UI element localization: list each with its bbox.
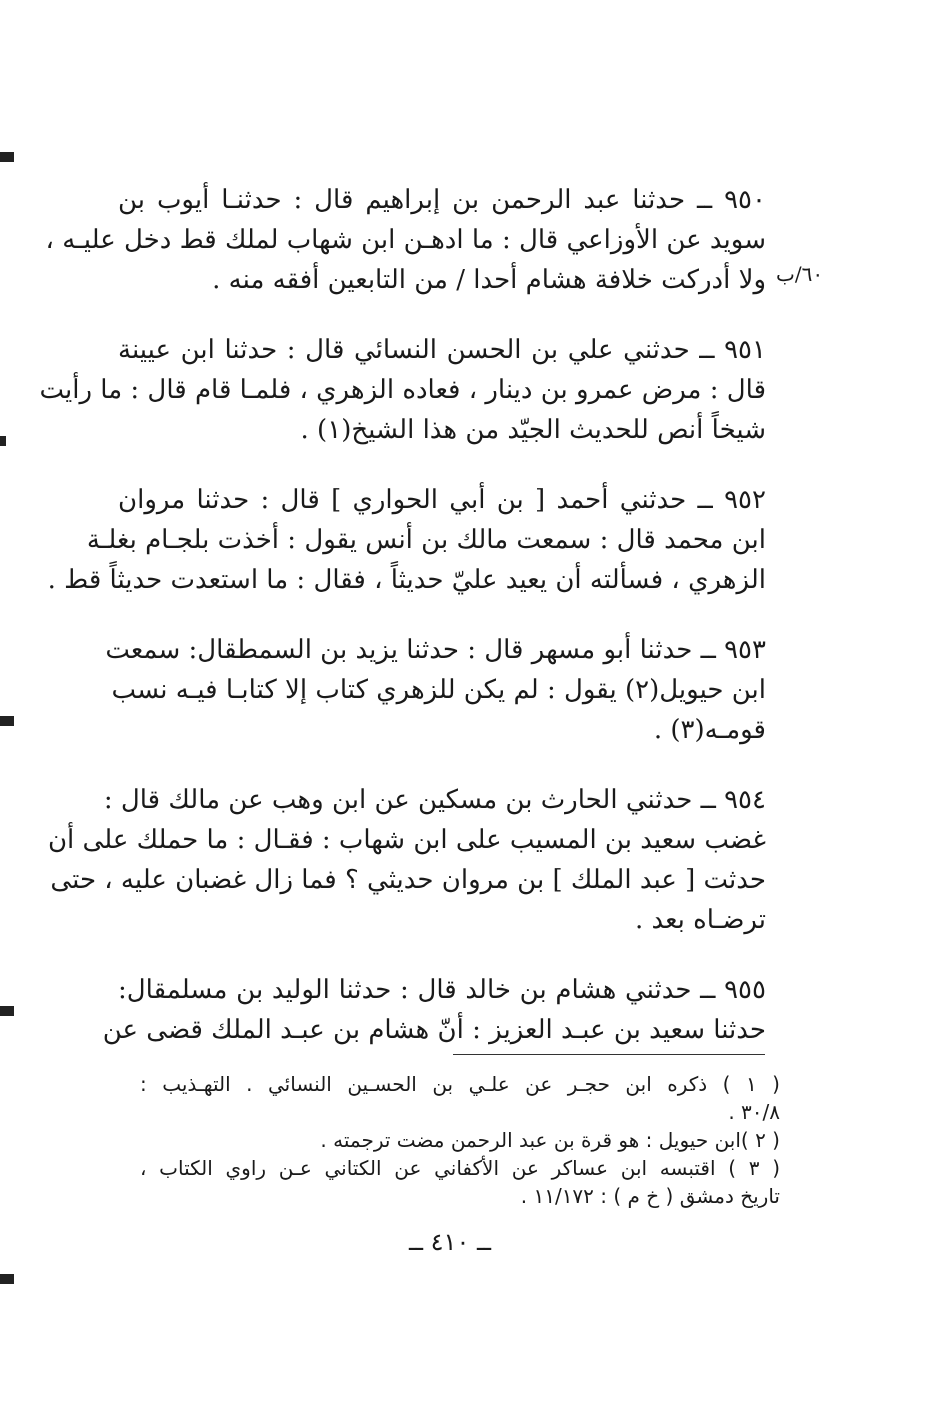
entry-951 xyxy=(39,330,766,450)
entry-950 xyxy=(45,180,766,300)
entry-line: قومـه(٣) . xyxy=(653,715,766,745)
entry-line: ابن محمد قال : سمعت مالك بن أنس يقول : أخذت بلجـام بغلـة xyxy=(86,525,766,555)
entry-line: حدثنا سعيد بن عبـد العزيز : أنّ هشام بن عبـد الملك قضى عن xyxy=(102,1015,766,1045)
footnote-line: ( ٢ )ابن حيويل : هو قرة بن عبد الرحمن مضت ترجمته . xyxy=(320,1128,780,1152)
entry-line: ٩٥٣ ــ حدثنا أبو مسهر قال : حدثنا يزيد بن السمطقال: سمعت xyxy=(105,635,766,665)
footnote-line: ٣٠/٨ . xyxy=(728,1100,780,1124)
entry-line: ٩٥٢ ــ حدثني أحمد [ بن أبي الحواري ] قال : حدثنا مروان xyxy=(118,485,766,515)
entry-952 xyxy=(47,480,766,600)
scan-edge-mark xyxy=(0,1274,14,1284)
folio-margin-note: ٦٠/ب xyxy=(776,262,824,286)
entry-line: ابن حيويل(٢) يقول : لم يكن للزهري كتاب إلا كتابـا فيـه نسب xyxy=(111,675,766,705)
entry-line: الزهري ، فسألته أن يعيد عليّ حديثاً ، فقال : ما استعدت حديثاً قط . xyxy=(47,565,766,595)
scan-edge-mark xyxy=(0,436,6,446)
entry-953 xyxy=(105,630,766,750)
entry-line: ٩٥٥ ــ حدثني هشام بن خالد قال : حدثنا الوليد بن مسلمقال: xyxy=(118,975,766,1005)
entry-955 xyxy=(102,970,766,1050)
scan-edge-mark xyxy=(0,1006,14,1016)
entry-line: حدثت [ عبد الملك ] بن مروان حديثي ؟ فما زال غضبان عليه ، حتى xyxy=(50,865,766,895)
entry-line: ولا أدركت خلافة هشام أحدا / من التابعين أفقه منه . xyxy=(212,265,766,295)
page-number: ــ ٤١٠ ــ xyxy=(408,1228,492,1256)
scan-edge-mark xyxy=(0,152,14,162)
entry-line: ٩٥١ ــ حدثني علي بن الحسن النسائي قال : حدثنا ابن عيينة xyxy=(118,335,766,365)
footnote-line: ( ٣ ) اقتبسه ابن عساكر عن الأكفاني عن الكتاني عـن راوي الكتاب ، xyxy=(140,1156,780,1180)
entry-line: ٩٥٤ ــ حدثني الحارث بن مسكين عن ابن وهب عن مالك قال : xyxy=(103,785,766,815)
entry-line: غضب سعيد بن المسيب على ابن شهاب : فقـال : ما حملك على أن xyxy=(47,825,766,855)
entry-line: سويد عن الأوزاعي قال : ما ادهـن ابن شهاب لملك قط دخل عليـه ، xyxy=(45,225,766,255)
footnotes xyxy=(140,1070,780,1210)
entry-line: ٩٥٠ ــ حدثنا عبد الرحمن بن إبراهيم قال : حدثنـا أيوب بن xyxy=(118,185,766,215)
entry-line: ترضـاه بعد . xyxy=(634,905,766,935)
entry-954 xyxy=(47,780,766,940)
entry-line: قال : مرض عمرو بن دينار ، فعاده الزهري ، فلمـا قام قال : ما رأيت xyxy=(39,375,766,405)
footnote-line: تاريخ دمشق ( خ م ) : ١١/١٧٢ . xyxy=(520,1184,780,1208)
entry-line: شيخاً أنص للحديث الجيّد من هذا الشيخ(١) . xyxy=(300,415,766,445)
footnote-divider xyxy=(453,1054,765,1055)
footnote-line: ( ١ ) ذكره ابن حجـر عن علـي بن الحسـين النسائي . التهـذيب : xyxy=(140,1072,780,1096)
scan-edge-mark xyxy=(0,716,14,726)
